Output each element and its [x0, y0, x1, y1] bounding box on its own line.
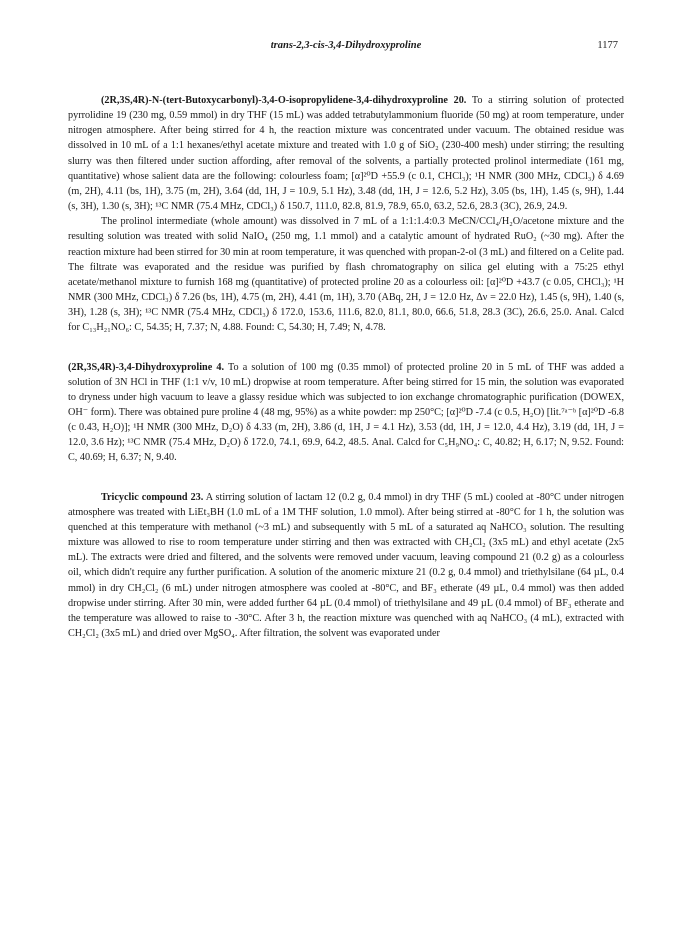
running-title: trans-2,3-cis-3,4-Dihydroxyproline [270, 40, 422, 51]
section-compound-4 [68, 360, 624, 466]
section-compound-23 [68, 490, 624, 642]
paragraph-text: A stirring solution of lactam 12 (0.2 g, 0.4 mmol) in dry THF (5 mL) cooled at -80°C under nitrogen atmosphere was treated with LiEt₃BH (1.0 mL of a 1M THF solution, 1.0 mmol). After being stirred at -80°C for 1 h, the solution was quenched at this temperature with methanol (~3 mL) and subsequently with 5 mL of a saturated aq NaHCO₃ solution. The resulting mixture was allowed to rise to room temperature under stirring and then was extracted with CH₂Cl₂ (3x5 mL) and ethyl acetate (2x5 mL). The extracts were dried and filtered, and the solvents were removed under vacuum, leaving compound 21 (0.2 g) as a colourless oil, which didn't require any further purification. A solution of the anomeric mixture 21 (0.2 g, 0.4 mmol) and triethylsilane (64 µL, 0.4 mmol) in dry CH₂Cl₂ (6 mL) under nitrogen atmosphere was cooled at -80°C, and BF₃ etherate (49 µL, 0.4 mmol) was then added dropwise under stirring. After 30 min, were added further 64 µL (0.4 mmol) of triethylsilane and 49 µL (0.4 mmol) of BF₃ etherate and the temperature was allowed to raise to -30°C. After 3 h, the reaction mixture was quenched with aq NaHCO₃ (4 mL), extracted with CH₂Cl₂ (3x5 mL) and dried over MgSO₄. After filtration, the solvent was evaporated under [68, 491, 624, 639]
section-heading: Tricyclic compound 23. [101, 491, 204, 503]
page-header [0, 40, 692, 54]
page-number: 1177 [597, 40, 618, 51]
section-heading: (2R,3S,4R)-N-(tert-Butoxycarbonyl)-3,4-O-isopropylidene-3,4-dihydroxyproline 20. [101, 95, 467, 106]
paragraph-text: The prolinol intermediate (whole amount) was dissolved in 7 mL of a 1:1:1.4:0.3 MeCN/CCl₄/H₂O/acetone mixture and the resulting solution was treated with solid NaIO₄ (250 mg, 1.1 mmol) and a catalytic amount of hydrated RuO₂ (~30 mg). After the reaction mixture had been stirred for 30 min at room temperature, it was quenched with propan-2-ol (3 mL) and filtered on a Celite pad. The filtrate was evaporated and the residue was purified by flash chromatography on silica gel eluting with a 75:25 ethyl acetate/methanol mixture to furnish 168 mg (quantitative) of protected proline 20 as a colourless oil: [α]²⁰D +43.7 (c 0.05, CHCl₃); ¹H NMR (300 MHz, CDCl₃) δ 7.26 (bs, 1H), 4.75 (m, 2H), 4.41 (m, 1H), 3.70 (ABq, 2H, J = 12.0 Hz, Δν = 22.0 Hz), 1.45 (s, 9H), 1.40 (s, 3H), 1.28 (s, 3H); ¹³C NMR (75.4 MHz, CDCl₃) δ 172.0, 153.6, 111.6, 82.0, 81.1, 80.0, 66.6, 51.8, 28.3 (3C), 26.6, 25.0. Anal. Calcd for C₁₃H₂₁NO₆: C, 54.35; H, 7.37; N, 4.88. Found: C, 54.30; H, 7.49; N, 4.78. [68, 216, 624, 334]
section-compound-20-para-2 [68, 214, 624, 335]
paragraph-text: To a solution of 100 mg (0.35 mmol) of protected proline 20 in 5 mL of THF was added a solution of 3N HCl in THF (1:1 v/v, 10 mL) dropwise at room temperature. After being stirred for 15 min, the solution was evaporated to dryness under high vacuum to leave a glassy residue which was subjected to ion exchange chromatographic purification (DOWEX, OH⁻ form). There was obtained pure proline 4 (48 mg, 95%) as a white powder: mp 250°C; [α]²⁰D -7.4 (c 0.5, H₂O) [lit.⁷ᵃ⁻ᵇ [α]²⁰D -6.8 (c 0.43, H₂O)]; ¹H NMR (300 MHz, D₂O) δ 4.33 (m, 2H), 3.86 (d, 1H, J = 4.1 Hz), 3.53 (dd, 1H, J = 12.0, 4.4 Hz), 3.19 (dd, 1H, J = 12.0, 3.6 Hz); ¹³C NMR (75.4 MHz, D₂O) δ 172.0, 74.1, 69.9, 64.2, 48.5. Anal. Calcd for C₅H₉NO₄: C, 40.82; H, 6.17; N, 9.52. Found: C, 40.69; H, 6.37; N, 9.40. [68, 361, 624, 464]
section-spacer [68, 336, 624, 360]
section-heading: (2R,3S,4R)-3,4-Dihydroxyproline 4. [68, 361, 225, 373]
section-spacer [68, 466, 624, 490]
section-compound-20-para-1 [68, 93, 624, 214]
paragraph-text: To a stirring solution of protected pyrrolidine 19 (230 mg, 0.59 mmol) in dry THF (15 mL) was added tetrabutylammonium fluoride (50 mg) at room temperature, under nitrogen atmosphere. After being stirred for 4 h, the reaction mixture was concentrated under vacuum. The obtained residue was dissolved in 10 mL of a 1:1 hexanes/ethyl acetate mixture and treated with 1.0 g of SiO₂ (230-400 mesh) under stirring; the resulting slurry was then filtered under suction affording, after removal of the solvents, a partially protected prolinol intermediate (161 mg, quantitative) whose salient data are the following: colourless foam; [α]²⁰D +55.9 (c 0.1, CHCl₃); ¹H NMR (300 MHz, CDCl₃) δ 4.69 (m, 2H), 4.11 (bs, 1H), 3.75 (m, 2H), 3.64 (dd, 1H, J = 10.9, 5.1 Hz), 3.48 (dd, 1H, J = 12.6, 5.2 Hz), 3.05 (bs, 1H), 1.45 (s, 9H), 1.44 (s, 3H), 1.30 (s, 3H); ¹³C NMR (75.4 MHz, CDCl₃) δ 150.7, 111.0, 82.8, 81.9, 78.9, 65.0, 63.2, 52.6, 28.3 (3C), 26.9, 24.9. [68, 95, 624, 213]
page-body [68, 93, 624, 641]
